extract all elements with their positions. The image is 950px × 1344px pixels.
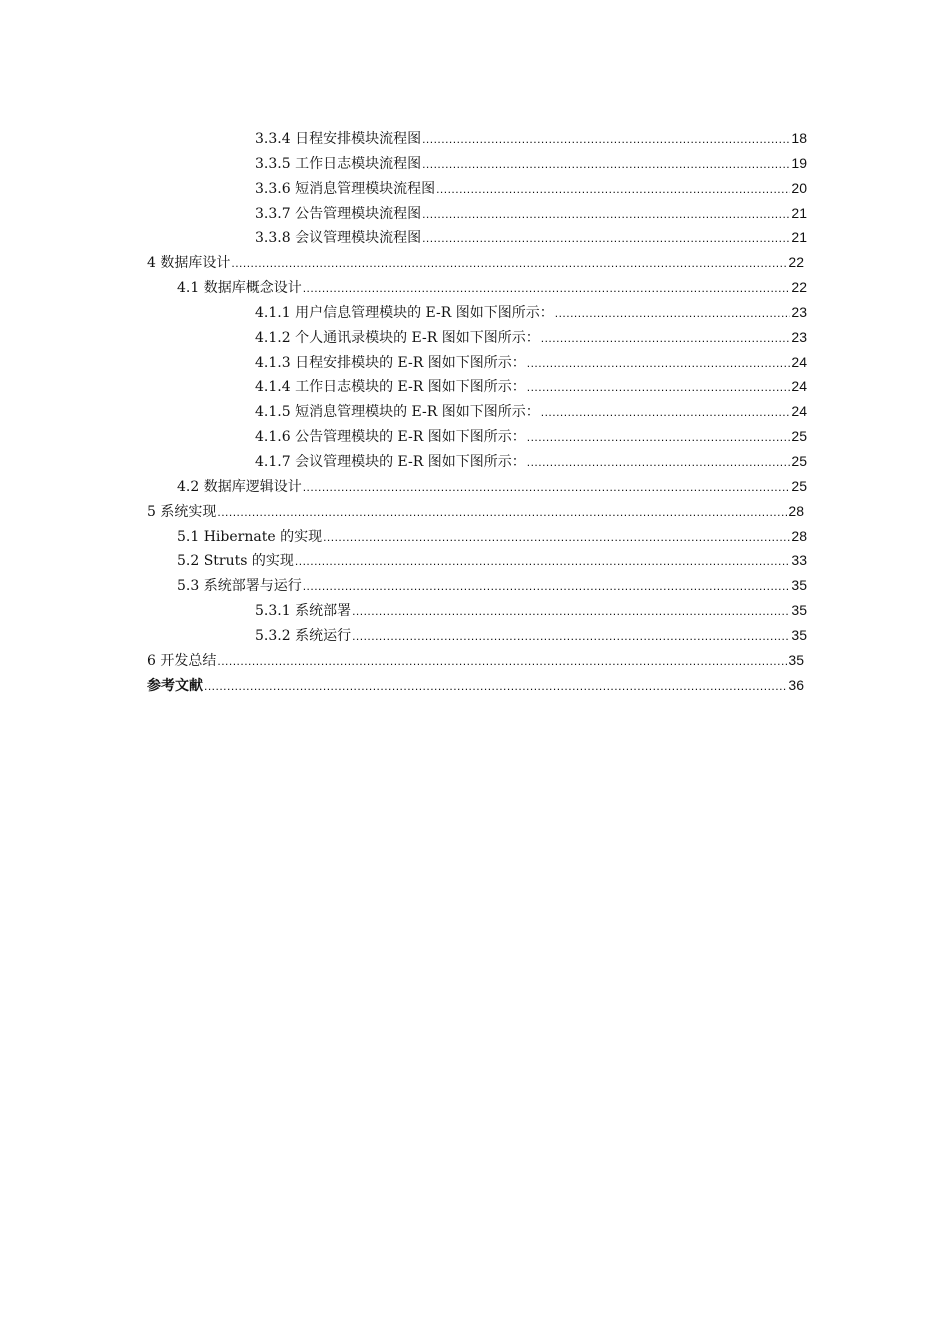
toc-entry-title: 4.1.3 日程安排模块的 E-R 图如下图所示： [255,354,526,371]
toc-dot-leader [323,525,790,550]
toc-entry-title: 4.1.6 公告管理模块的 E-R 图如下图所示： [255,429,526,446]
toc-entry-4-1[interactable] [0,275,807,300]
toc-dot-leader [541,326,791,351]
toc-entry-title: 5.2 Struts 的实现 [177,553,294,570]
toc-page-number: 28 [791,527,807,544]
toc-page-number: 20 [791,179,807,196]
toc-page-number: 35 [791,626,807,643]
toc-entry-5-3-1[interactable] [0,598,807,623]
toc-dot-leader [217,649,787,674]
toc-entry-6[interactable] [0,648,804,673]
toc-dot-leader [295,549,791,574]
toc-dot-leader [527,425,791,450]
toc-page-number: 35 [791,577,807,594]
toc-page-number: 18 [791,130,807,146]
toc-page-number: 25 [791,428,807,445]
toc-dot-leader [527,351,791,376]
toc-dot-leader [422,226,790,251]
toc-entry-5-3-2[interactable] [0,623,807,648]
toc-entry-3-3-8[interactable] [0,225,807,250]
toc-entry-4[interactable] [0,250,804,275]
toc-dot-leader [352,624,790,649]
toc-entry-4-1-6[interactable] [0,424,807,449]
toc-entry-title: 5 系统实现 [147,503,217,520]
toc-page-number: 35 [788,651,804,668]
toc-entry-title: 4.2 数据库逻辑设计 [177,478,302,495]
toc-page-number: 24 [791,378,807,395]
toc-entry-title: 5.1 Hibernate 的实现 [177,528,323,545]
toc-dot-leader [204,674,787,699]
toc-dot-leader [422,127,790,152]
toc-entry-title: 3.3.4 日程安排模块流程图 [255,131,422,147]
toc-dot-leader [217,500,787,525]
toc-dot-leader [436,177,790,202]
toc-dot-leader [527,375,791,400]
toc-entry-title: 3.3.8 会议管理模块流程图 [255,230,422,247]
toc-dot-leader [303,276,791,301]
toc-entry-title: 4.1.2 个人通讯录模块的 E-R 图如下图所示： [255,329,540,346]
toc-entry-4-1-5[interactable] [0,399,807,424]
toc-entry-4-1-2[interactable] [0,325,807,350]
toc-dot-leader [303,574,791,599]
toc-entry-title: 5.3.2 系统运行 [255,627,352,644]
toc-entry-5-3[interactable] [0,573,807,598]
toc-entry-5[interactable] [0,499,804,524]
toc-entry-title: 6 开发总结 [147,652,217,669]
toc-dot-leader [231,251,787,276]
toc-page-number: 35 [791,602,807,619]
table-of-contents [0,126,950,697]
toc-entry-title: 3.3.5 工作日志模块流程图 [255,155,422,172]
toc-entry-4-1-3[interactable] [0,350,807,375]
toc-page-number: 36 [788,676,804,693]
toc-entry-title: 3.3.6 短消息管理模块流程图 [255,180,436,197]
toc-entry-5-2[interactable] [0,548,807,573]
toc-page-number: 23 [791,328,807,345]
toc-page-number: 22 [788,254,804,271]
toc-entry-3-3-7[interactable] [0,201,807,226]
toc-entry-title: 5.3 系统部署与运行 [177,578,302,595]
toc-entry-3-3-5[interactable] [0,151,807,176]
toc-entry-title: 4.1.1 用户信息管理模块的 E-R 图如下图所示： [255,304,554,321]
toc-entry-4-1-7[interactable] [0,449,807,474]
toc-page-number: 28 [788,502,804,519]
toc-page-number: 23 [791,303,807,320]
toc-page-number: 19 [791,154,807,171]
toc-dot-leader [555,301,791,326]
toc-page-number: 25 [791,452,807,469]
toc-dot-leader [422,202,790,227]
toc-entry-title: 参考文献 [147,677,203,694]
toc-page-number: 24 [791,403,807,420]
toc-dot-leader [541,400,791,425]
toc-page-number: 21 [791,229,807,246]
toc-entry-3-3-4[interactable] [0,126,807,151]
toc-dot-leader [303,475,791,500]
toc-entry-title: 4.1.5 短消息管理模块的 E-R 图如下图所示： [255,404,540,421]
toc-dot-leader [422,152,790,177]
toc-entry-title: 4.1 数据库概念设计 [177,280,302,297]
toc-entry-title: 5.3.1 系统部署 [255,603,352,620]
toc-entry-title: 3.3.7 公告管理模块流程图 [255,205,422,222]
toc-entry-title: 4.1.7 会议管理模块的 E-R 图如下图所示： [255,453,526,470]
toc-entry-references[interactable] [0,673,804,698]
toc-page-number: 22 [791,279,807,296]
toc-entry-4-2[interactable] [0,474,807,499]
toc-entry-4-1-4[interactable] [0,374,807,399]
toc-entry-4-1-1[interactable] [0,300,807,325]
toc-page-number: 25 [791,477,807,494]
toc-entry-title: 4.1.4 工作日志模块的 E-R 图如下图所示： [255,379,526,396]
toc-page-number: 21 [791,204,807,221]
toc-entry-3-3-6[interactable] [0,176,807,201]
toc-entry-title: 4 数据库设计 [147,255,231,272]
toc-entry-5-1[interactable] [0,524,807,549]
toc-dot-leader [527,450,791,475]
toc-page-number: 24 [791,353,807,370]
toc-page-number: 33 [791,552,807,569]
toc-dot-leader [352,599,790,624]
